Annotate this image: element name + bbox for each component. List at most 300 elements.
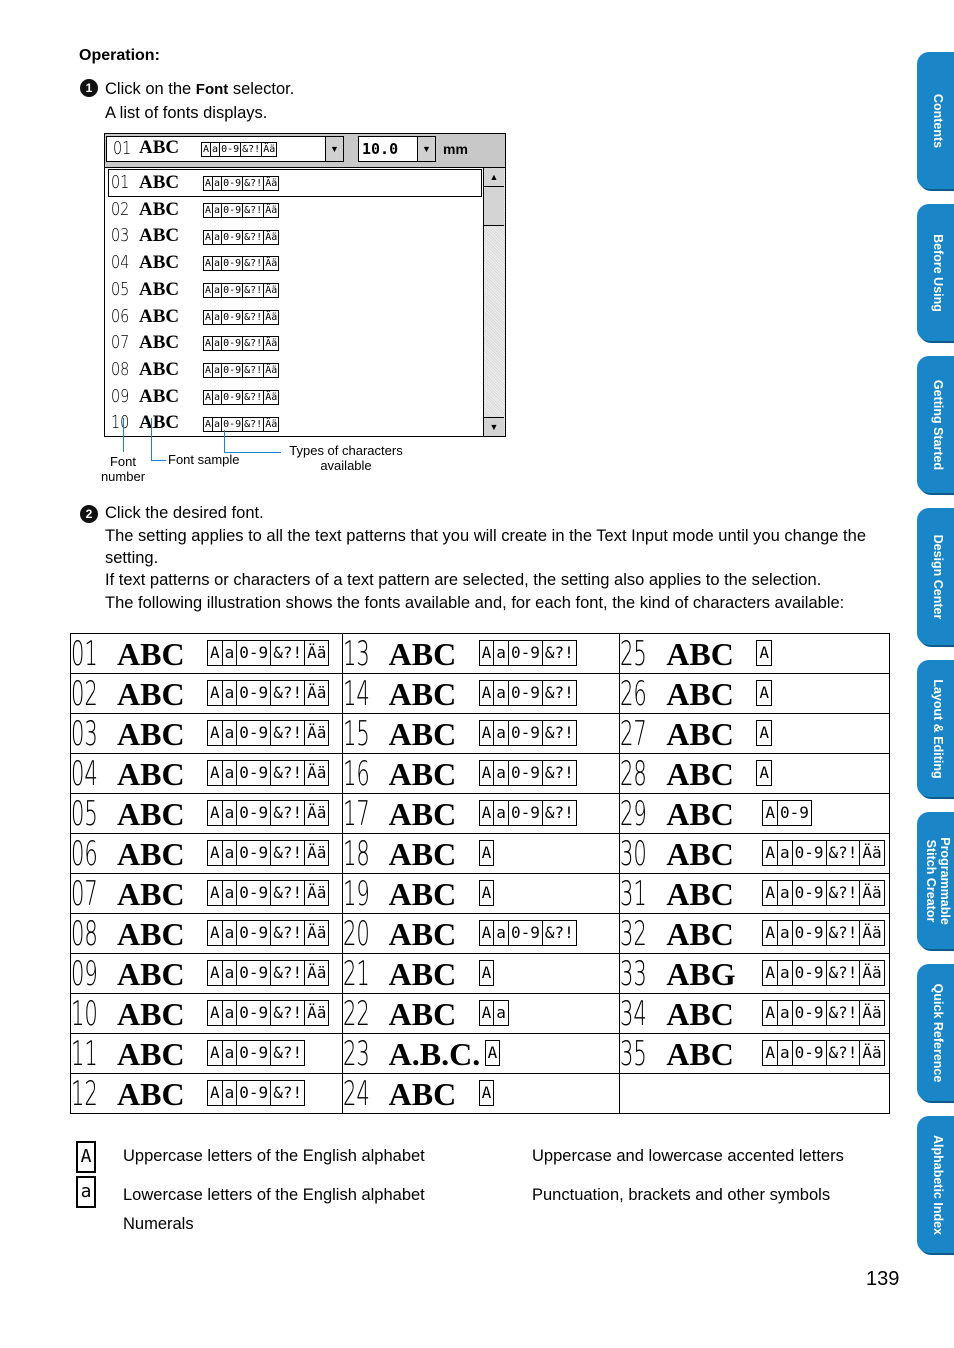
font-char-types: [762, 800, 811, 826]
type-upper-icon: A: [207, 640, 223, 666]
type-lower-icon: a: [222, 1000, 238, 1026]
list-font-sample: ABC: [139, 278, 180, 300]
font-table-cell: [71, 1074, 343, 1114]
font-sample: ABC: [388, 796, 457, 832]
window-toolbar: [105, 134, 505, 168]
tab-getting-started-label: Getting Started: [931, 379, 945, 470]
scroll-thumb[interactable]: [484, 187, 504, 226]
type-upper-icon: A: [207, 880, 223, 906]
type-lower-icon: a: [214, 418, 221, 430]
font-entry: [620, 954, 889, 993]
tab-contents-label: Contents: [931, 93, 945, 148]
font-number: 02: [71, 674, 98, 714]
type-lower-icon: a: [777, 1000, 793, 1026]
type-upper-icon: A: [207, 760, 223, 786]
type-upper-icon: A: [479, 720, 495, 746]
font-entry: [71, 834, 342, 873]
font-char-types: [207, 960, 328, 986]
tab-programmable-label: Programmable Stitch Creator: [924, 836, 952, 925]
font-entry: [71, 754, 342, 793]
font-entry: [71, 1074, 342, 1113]
type-numerals-icon: 0-9: [508, 920, 543, 946]
font-entry: [343, 794, 620, 833]
type-punct-icon: &?!: [270, 800, 305, 826]
type-upper-icon: A: [762, 920, 778, 946]
font-table-cell: [71, 834, 343, 874]
font-list-item[interactable]: [109, 384, 481, 410]
font-table-cell: [342, 634, 620, 674]
font-table-cell: [620, 794, 890, 834]
font-sample: ABC: [117, 796, 185, 832]
font-sample: ABC: [666, 796, 734, 832]
type-upper-icon: A: [479, 800, 495, 826]
font-number: 28: [620, 754, 648, 794]
legend-numerals: Numerals: [123, 1215, 194, 1233]
font-combo[interactable]: [106, 136, 344, 162]
type-punct-icon: &?!: [270, 880, 305, 906]
step-2-line1: Click the desired font.: [105, 504, 264, 522]
list-char-types: [203, 309, 278, 327]
font-entry: [343, 1074, 620, 1113]
font-char-types: [479, 720, 576, 746]
type-punct-icon: &?!: [270, 720, 305, 746]
type-lower-icon: a: [493, 680, 509, 706]
font-sample: ABC: [666, 916, 734, 952]
type-accent-icon: Ää: [304, 680, 329, 706]
type-upper-icon: A: [479, 760, 495, 786]
type-lower-icon: a: [214, 285, 221, 297]
type-upper-icon: A: [203, 144, 210, 156]
list-font-sample: ABC: [139, 332, 180, 354]
font-sample: ABC: [388, 836, 457, 872]
font-table-cell: [620, 714, 890, 754]
list-font-sample: ABC: [139, 412, 180, 434]
size-combo[interactable]: [358, 136, 436, 162]
font-sample: A.B.C.: [388, 1036, 481, 1072]
type-numerals-icon: 0-9: [223, 204, 242, 216]
uppercase-type-icon: A: [76, 1141, 96, 1173]
font-number: 11: [71, 1034, 98, 1074]
font-char-types: [479, 800, 576, 826]
font-sample: ABC: [117, 876, 185, 912]
type-upper-icon: A: [756, 720, 772, 746]
font-entry: [71, 874, 342, 913]
font-sample: ABC: [666, 676, 734, 712]
font-char-types: [207, 720, 328, 746]
step-2-para1: The setting applies to all the text patterns that you will create in the Text Input mode until you change the setting.: [105, 527, 866, 567]
font-table-row: [71, 674, 890, 714]
type-numerals-icon: 0-9: [508, 720, 543, 746]
scroll-down-arrow-icon[interactable]: ▼: [484, 417, 504, 436]
font-list[interactable]: [105, 168, 483, 436]
font-table-cell: [620, 954, 890, 994]
font-char-types: [756, 640, 771, 666]
font-entry: [71, 994, 342, 1033]
type-lower-icon: a: [222, 720, 238, 746]
type-numerals-icon: 0-9: [236, 1000, 271, 1026]
type-lower-icon: a: [214, 338, 221, 350]
tab-design-center-label: Design Center: [931, 534, 945, 619]
font-list-item[interactable]: [109, 277, 481, 303]
type-lower-icon: a: [214, 365, 221, 377]
type-lower-icon: a: [214, 391, 221, 403]
font-table-cell: [620, 874, 890, 914]
font-number: 09: [71, 954, 98, 994]
type-lower-icon: a: [777, 1040, 793, 1066]
step-2-number: 2: [80, 505, 98, 523]
font-number: 24: [342, 1074, 370, 1114]
type-accent-icon: Ää: [265, 391, 278, 403]
font-char-types: [762, 1000, 883, 1026]
font-list-item[interactable]: [109, 304, 481, 330]
type-upper-icon: A: [479, 1080, 495, 1106]
type-numerals-icon: 0-9: [223, 365, 242, 377]
font-table-cell: [620, 674, 890, 714]
type-accent-icon: Ää: [304, 760, 329, 786]
type-lower-icon: a: [493, 1000, 509, 1026]
font-entry: [71, 794, 342, 833]
font-selector-window: [104, 133, 506, 437]
type-punct-icon: &?!: [826, 840, 861, 866]
list-font-sample: ABC: [139, 305, 180, 327]
font-char-types: [207, 880, 328, 906]
font-number: 25: [620, 634, 648, 674]
font-number: 16: [342, 754, 370, 794]
font-char-types: [762, 840, 883, 866]
list-char-types: [203, 389, 278, 407]
font-table-cell: [71, 634, 343, 674]
font-number: 29: [620, 794, 648, 834]
tab-programmable-stitch-creator[interactable]: [917, 812, 954, 949]
font-table-row: [71, 954, 890, 994]
font-sample: ABC: [388, 676, 457, 712]
type-upper-icon: A: [207, 1040, 223, 1066]
type-punct-icon: &?!: [826, 960, 861, 986]
font-table-cell: [342, 994, 620, 1034]
font-number: 32: [620, 914, 648, 954]
font-entry: [71, 714, 342, 753]
font-sample: ABC: [666, 636, 734, 672]
combo-types: [201, 141, 276, 159]
type-punct-icon: &?!: [826, 1000, 861, 1026]
type-upper-icon: A: [756, 760, 772, 786]
type-upper-icon: A: [205, 285, 212, 297]
tab-alphabetic-index[interactable]: [917, 1116, 954, 1253]
type-upper-icon: A: [207, 920, 223, 946]
type-upper-icon: A: [756, 640, 772, 666]
legend-accented: Uppercase and lowercase accented letters: [532, 1147, 844, 1165]
types-available-label: Types of characters available: [289, 443, 403, 473]
font-table-row: [71, 914, 890, 954]
font-number: 05: [71, 794, 98, 834]
font-table-row: [71, 1034, 890, 1074]
type-accent-icon: Ää: [265, 338, 278, 350]
type-accent-icon: Ää: [304, 720, 329, 746]
list-scrollbar[interactable]: [483, 168, 505, 436]
operation-heading: Operation:: [79, 47, 160, 64]
type-upper-icon: A: [479, 640, 495, 666]
list-font-number: 09: [111, 385, 130, 407]
font-table-cell: [342, 714, 620, 754]
type-accent-icon: Ää: [265, 204, 278, 216]
font-table-cell: [342, 794, 620, 834]
type-upper-icon: A: [479, 680, 495, 706]
type-numerals-icon: 0-9: [223, 311, 242, 323]
font-entry: [620, 794, 889, 833]
page-number: 139: [866, 1268, 900, 1290]
type-accent-icon: Ää: [265, 311, 278, 323]
type-punct-icon: &?!: [542, 680, 577, 706]
font-char-types: [479, 840, 494, 866]
type-numerals-icon: 0-9: [223, 258, 242, 270]
size-dropdown-arrow-icon[interactable]: ▼: [417, 137, 435, 161]
type-punct-icon: &?!: [270, 1080, 305, 1106]
tab-before-using[interactable]: [917, 204, 954, 341]
type-lower-icon: a: [222, 960, 238, 986]
type-punct-icon: &?!: [270, 1040, 305, 1066]
font-char-types: [207, 1000, 328, 1026]
font-number-leader: [123, 418, 124, 452]
font-table-cell: [342, 674, 620, 714]
type-lower-icon: a: [214, 204, 221, 216]
tab-contents[interactable]: [917, 52, 954, 189]
type-accent-icon: Ää: [263, 144, 276, 156]
font-number: 01: [71, 634, 98, 674]
font-table-cell: [620, 914, 890, 954]
unit-label: mm: [443, 141, 468, 157]
font-number: 15: [342, 714, 370, 754]
type-upper-icon: A: [479, 880, 495, 906]
font-number: 19: [342, 874, 370, 914]
type-numerals-icon: 0-9: [223, 231, 242, 243]
type-numerals-icon: 0-9: [236, 880, 271, 906]
type-upper-icon: A: [207, 1000, 223, 1026]
font-table-cell: [71, 874, 343, 914]
type-upper-icon: A: [479, 960, 495, 986]
font-dropdown-arrow-icon[interactable]: ▼: [325, 137, 343, 161]
type-punct-icon: &?!: [826, 880, 861, 906]
type-upper-icon: A: [479, 840, 495, 866]
font-table-cell: [71, 994, 343, 1034]
type-lower-icon: a: [777, 920, 793, 946]
type-numerals-icon: 0-9: [508, 680, 543, 706]
type-numerals-icon: 0-9: [236, 760, 271, 786]
type-punct-icon: &?!: [270, 960, 305, 986]
font-char-types: [479, 880, 494, 906]
font-char-types: [762, 1040, 883, 1066]
tab-layout-editing[interactable]: [917, 660, 954, 797]
type-accent-icon: Ää: [304, 920, 329, 946]
tab-design-center[interactable]: [917, 508, 954, 645]
font-table-cell: [71, 754, 343, 794]
font-table-cell: [342, 914, 620, 954]
type-numerals-icon: 0-9: [236, 680, 271, 706]
font-char-types: [479, 1080, 494, 1106]
font-sample: ABC: [388, 1076, 457, 1112]
font-char-types: [479, 680, 576, 706]
font-table-cell: [620, 634, 890, 674]
list-char-types: [203, 202, 278, 220]
font-number: 22: [342, 994, 370, 1034]
font-number: 30: [620, 834, 648, 874]
font-entry: [71, 674, 342, 713]
font-list-item[interactable]: [109, 223, 481, 249]
legend-uppercase: Uppercase letters of the English alphabet: [123, 1147, 425, 1165]
font-entry: [343, 714, 620, 753]
type-upper-icon: A: [762, 1040, 778, 1066]
type-numerals-icon: 0-9: [792, 1040, 827, 1066]
font-sample: ABG: [666, 956, 736, 992]
font-number: 20: [342, 914, 370, 954]
font-number: 27: [620, 714, 648, 754]
font-char-types: [479, 760, 576, 786]
font-table-cell: [71, 714, 343, 754]
font-table-cell: [620, 834, 890, 874]
type-upper-icon: A: [207, 960, 223, 986]
font-char-types: [762, 880, 883, 906]
type-accent-icon: Ää: [859, 920, 884, 946]
font-number: 14: [342, 674, 370, 714]
type-punct-icon: &?!: [244, 258, 263, 270]
type-numerals-icon: 0-9: [236, 720, 271, 746]
font-number: 12: [71, 1074, 98, 1114]
type-lower-icon: a: [493, 760, 509, 786]
font-sample: ABC: [388, 876, 457, 912]
font-number: 35: [620, 1034, 648, 1074]
font-table-row: [71, 754, 890, 794]
font-list-item[interactable]: [109, 250, 481, 276]
list-font-number: 03: [111, 225, 130, 247]
font-char-types: [485, 1040, 500, 1066]
font-sample: ABC: [117, 636, 185, 672]
font-list-item[interactable]: [109, 357, 481, 383]
type-upper-icon: A: [762, 880, 778, 906]
font-sample: ABC: [117, 916, 185, 952]
tab-quick-reference[interactable]: [917, 964, 954, 1101]
font-keyword: Font: [195, 81, 229, 98]
font-entry: [343, 754, 620, 793]
type-numerals-icon: 0-9: [223, 338, 242, 350]
font-entry: [620, 1074, 889, 1113]
font-sample: ABC: [388, 756, 457, 792]
type-upper-icon: A: [205, 258, 212, 270]
font-sample: ABC: [388, 916, 457, 952]
font-sample: ABC: [388, 956, 457, 992]
type-accent-icon: Ää: [304, 640, 329, 666]
font-sample: ABC: [117, 1036, 185, 1072]
font-table-row: [71, 634, 890, 674]
font-number: 13: [342, 634, 370, 674]
list-font-sample: ABC: [139, 358, 180, 380]
type-lower-icon: a: [214, 258, 221, 270]
type-upper-icon: A: [762, 800, 778, 826]
type-lower-icon: a: [493, 800, 509, 826]
font-entry: [343, 994, 620, 1033]
font-sample: ABC: [117, 836, 185, 872]
font-entry: [620, 714, 889, 753]
type-upper-icon: A: [205, 338, 212, 350]
type-lower-icon: a: [222, 680, 238, 706]
type-upper-icon: A: [205, 231, 212, 243]
type-accent-icon: Ää: [859, 1040, 884, 1066]
font-number: 04: [71, 754, 98, 794]
scroll-up-arrow-icon[interactable]: ▲: [484, 168, 504, 187]
type-accent-icon: Ää: [265, 231, 278, 243]
type-lower-icon: a: [222, 800, 238, 826]
font-entry: [343, 1034, 620, 1073]
list-font-sample: ABC: [139, 172, 180, 193]
type-upper-icon: A: [756, 680, 772, 706]
combo-font-sample: ABC: [139, 137, 180, 158]
font-sample: ABC: [117, 756, 185, 792]
type-lower-icon: a: [214, 311, 221, 323]
type-punct-icon: &?!: [244, 204, 263, 216]
font-entry: [343, 874, 620, 913]
list-font-number: 04: [111, 252, 130, 274]
font-list-item[interactable]: [109, 330, 481, 356]
font-list-item[interactable]: [109, 170, 481, 196]
type-numerals-icon: 0-9: [792, 880, 827, 906]
font-table-cell: [620, 1074, 890, 1114]
type-punct-icon: &?!: [542, 800, 577, 826]
type-punct-icon: &?!: [244, 311, 263, 323]
type-lower-icon: a: [222, 760, 238, 786]
step-1-number: 1: [80, 79, 98, 97]
font-sample: ABC: [388, 716, 457, 752]
type-accent-icon: Ää: [304, 800, 329, 826]
lowercase-type-icon: a: [76, 1176, 96, 1208]
type-upper-icon: A: [205, 418, 212, 430]
list-char-types: [203, 175, 278, 193]
font-char-types: [762, 960, 883, 986]
type-numerals-icon: 0-9: [221, 144, 240, 156]
font-char-types: [479, 920, 576, 946]
font-table-row: [71, 994, 890, 1034]
type-numerals-icon: 0-9: [223, 391, 242, 403]
font-entry: [620, 834, 889, 873]
font-char-types: [479, 960, 494, 986]
type-lower-icon: a: [212, 144, 219, 156]
font-char-types: [207, 640, 328, 666]
font-entry: [620, 874, 889, 913]
font-sample: ABC: [388, 636, 457, 672]
font-list-item[interactable]: [109, 197, 481, 223]
font-table-row: [71, 1074, 890, 1114]
list-font-number: 08: [111, 358, 130, 380]
type-accent-icon: Ää: [304, 960, 329, 986]
font-sample: ABC: [117, 676, 185, 712]
tab-getting-started[interactable]: [917, 356, 954, 493]
font-entry: [620, 754, 889, 793]
type-punct-icon: &?!: [542, 920, 577, 946]
font-table-row: [71, 874, 890, 914]
type-accent-icon: Ää: [859, 840, 884, 866]
list-font-number: 02: [111, 198, 130, 220]
type-punct-icon: &?!: [270, 840, 305, 866]
list-char-types: [203, 228, 278, 246]
type-punct-icon: &?!: [542, 760, 577, 786]
font-number: 23: [342, 1034, 370, 1074]
type-numerals-icon: 0-9: [223, 285, 242, 297]
type-numerals-icon: 0-9: [223, 178, 242, 190]
list-char-types: [203, 335, 278, 353]
type-upper-icon: A: [205, 311, 212, 323]
type-upper-icon: A: [205, 391, 212, 403]
font-char-types: [207, 1040, 304, 1066]
font-number: 33: [620, 954, 648, 994]
font-table-cell: [342, 834, 620, 874]
type-punct-icon: &?!: [270, 920, 305, 946]
